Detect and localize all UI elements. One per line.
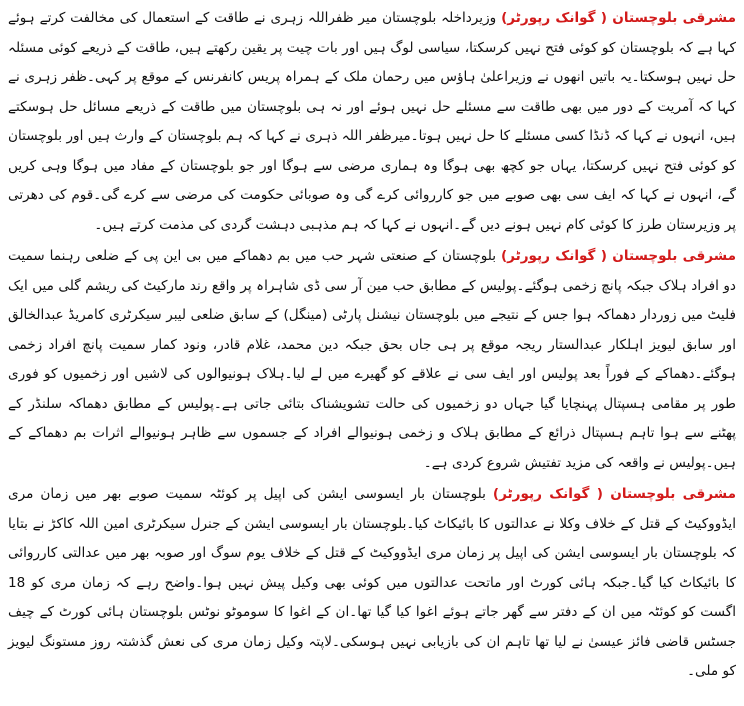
story-body: وزیرداخلہ بلوچستان میر ظفراللہ زہری نے طاقت کے استعمال کی مخالفت کرتے ہوئے کہا ہے کہ بلوچستان کو کوئی فتح نہیں کرسکتا، سیاسی لوگ ہیں اور بات چیت پر یقین رکھتے ہیں، طاقت کے ذریعے کوئی مسئلہ حل نہیں ہوسکتا۔یہ باتیں انھوں نے وزیراعلیٰ ہاؤس میں رحمان ملک کے ہمراہ پریس کانفرنس کے موقع پر کہی۔ظفر زہری نے کہا کہ آمریت کے دور میں بھی طاقت سے مسئلے حل نہیں ہوئے اور نہ ہی بلوچستان میں طاقت کے ذریعے مسائل حل ہوسکتے ہیں، انہوں نے کہا کہ ڈنڈا کسی مسئلے کا حل نہیں ہوتا۔میرظفر اللہ ذہری نے کہا کہ ہم بلوچستان کے وارث ہیں اور بلوچستان کو کوئی فتح نہیں کرسکتا، یہاں جو کچھ بھی ہوگا وہ ہماری مرضی سے ہوگا اور جو بلوچستان کے مفاد میں ہوگا وہی کریں گے، انہوں نے کہا کہ ایف سی بھی صوبے میں جو کارروائی کرے گی وہ صوبائی حکومت کی مرضی سے کرے گی۔قوم کی دھرتی پر وزیرستان طرز کا کوئی کام نہیں ہونے دیں گے۔انہوں نے کہا کہ ہم مذہبی دہشت گردی کی مذمت کرتے ہیں۔: [8, 10, 736, 233]
story-dateline: مشرقی بلوچستان ( گوانک رپورٹر): [492, 486, 736, 502]
news-story-fz-zehri: [8, 4, 736, 240]
story-body: بلوچستان بار ایسوسی ایشن کی اپیل پر کوئٹہ سمیت صوبے بھر میں زمان مری ایڈووکیٹ کے قتل کے خلاف وکلا نے عدالتوں کا بائیکاٹ کیا۔بلوچستان بار ایسوسی ایشن کے جنرل سیکرٹری امین اللہ کاکڑ نے بتایا کہ بلوچستان بار ایسوسی ایشن کی اپیل پر زمان مری ایڈووکیٹ کے قتل کے خلاف یوم سوگ اور صوبہ بھر میں عدالتی کارروائی کا بائیکاٹ کیا گیا۔جبکہ ہائی کورٹ اور ماتحت عدالتوں میں کوئی بھی وکیل پیش نہیں ہوا۔واضح رہے کہ زمان مری کو 18 اگست کو کوئٹہ میں ان کے دفتر سے گھر جاتے ہوئے اغوا کیا گیا تھا۔ان کے اغوا کا سوموٹو نوٹس بلوچستان ہائی کورٹ کے چیف جسٹس قاضی فائز عیسیٰ نے لیا تھا تاہم ان کی بازیابی نہیں ہوسکی۔لاپتہ وکیل زمان مری کی نعش گذشتہ روز مستونگ لیویز کو ملی۔: [8, 486, 736, 679]
news-story-bar-boycott: [8, 480, 736, 687]
news-story-hub-blast: [8, 242, 736, 478]
story-dateline: مشرقی بلوچستان ( گوانک رپورٹر): [500, 248, 736, 264]
story-dateline: مشرقی بلوچستان ( گوانک رپورٹر): [501, 10, 736, 26]
story-body: بلوچستان کے صنعتی شہر حب میں بم دھماکے میں بی این پی کے ضلعی رہنما سمیت دو افراد ہلاک جبکہ پانچ زخمی ہوگئے۔پولیس کے مطابق حب مین آر سی ڈی شاہراہ پر واقع رند مارکیٹ کی ریشم گلی میں ایک فلیٹ میں زوردار دھماکہ ہوا جس کے نتیجے میں بلوچستان نیشنل پارٹی (مینگل) کے سابق ضلعی لیبر سیکرٹری کامریڈ عبدالخالق اور سابق لیویز اہلکار عبدالستار ریجہ موقع پر ہی جاں بحق جبکہ دین محمد، غلام قادر، ونود کمار سمیت پانچ افراد زخمی ہوگئے۔دھماکے کے فوراً بعد پولیس اور ایف سی نے علاقے کو گھیرے میں لے لیا۔ہلاک ہونیوالوں کی لاشیں اور زخمیوں کو فوری طور پر مقامی ہسپتال پہنچایا گیا جہاں دو زخمیوں کی حالت تشویشناک بتائی جاتی ہے۔پولیس کے مطابق دھماکہ سلنڈر کے پھٹنے سے ہوا تاہم ہسپتال ذرائع کے مطابق ہلاک و زخمی ہونیوالے افراد کے جسموں سے ظاہر ہونیوالے اثرات بم دھماکے کے ہیں۔پولیس نے واقعہ کی مزید تفتیش شروع کردی ہے۔: [8, 248, 736, 471]
